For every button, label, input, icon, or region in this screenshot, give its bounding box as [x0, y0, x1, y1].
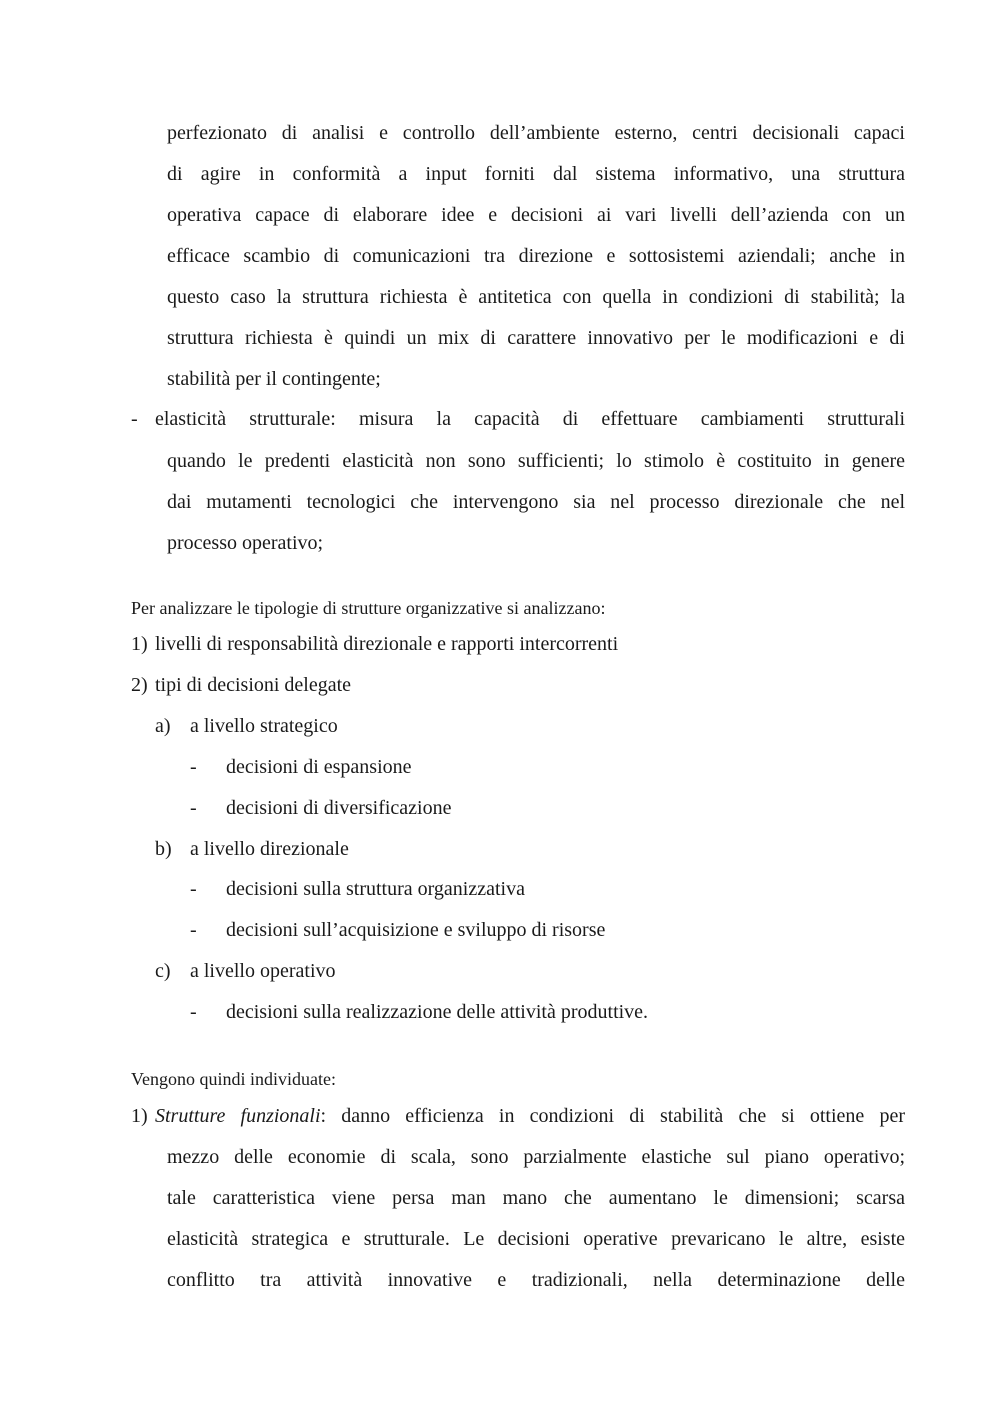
list-item-line: conflitto tra attività innovative e tradizionali, nella determinazione delle	[167, 1269, 905, 1291]
paragraph-line: di agire in conformità a input forniti dal sistema informativo, una struttura	[167, 163, 905, 185]
paragraph-line: stabilità per il contingente;	[167, 368, 381, 390]
sublist-letter: c)	[155, 960, 171, 982]
list-item-line: quando le predenti elasticità non sono sufficienti; lo stimolo è costituito in genere	[167, 450, 905, 472]
section-intro: Vengono quindi individuate:	[131, 1069, 336, 1089]
sublist-label: a livello operativo	[190, 960, 336, 982]
list-item-line	[155, 1104, 905, 1128]
list-item-line: dai mutamenti tecnologici che intervengono sia nel processo direzionale che nel	[167, 491, 905, 513]
sublist-item: decisioni di espansione	[226, 756, 412, 778]
list-number: 1)	[131, 1105, 148, 1127]
section-intro: Per analizzare le tipologie di strutture organizzative si analizzano:	[131, 598, 606, 618]
sublist-dash: -	[190, 756, 197, 778]
list-item-line: tale caratteristica viene persa man mano che aumentano le dimensioni; scarsa	[167, 1187, 905, 1209]
sublist-item: decisioni di diversificazione	[226, 797, 452, 819]
list-number: 1)	[131, 633, 148, 655]
sublist-letter: b)	[155, 838, 172, 860]
list-bullet: -	[131, 408, 138, 430]
list-item-line: elasticità strategica e strutturale. Le decisioni operative prevaricano le altre, esiste	[167, 1228, 905, 1250]
sublist-label: a livello strategico	[190, 715, 338, 737]
sublist-dash: -	[190, 797, 197, 819]
sublist-dash: -	[190, 1001, 197, 1023]
list-item-line: mezzo delle economie di scala, sono parzialmente elastiche sul piano operativo;	[167, 1146, 905, 1168]
paragraph-line: operativa capace di elaborare idee e decisioni ai vari livelli dell’azienda con un	[167, 204, 905, 226]
sublist-item: decisioni sull’acquisizione e sviluppo di risorse	[226, 919, 606, 941]
list-item-line: processo operativo;	[167, 532, 324, 554]
list-item-line: elasticità strutturale: misura la capacità di effettuare cambiamenti strutturali	[155, 408, 905, 430]
paragraph-line: questo caso la struttura richiesta è antitetica con quella in condizioni di stabilità; la	[167, 286, 905, 308]
paragraph-line: struttura richiesta è quindi un mix di carattere innovativo per le modificazioni e di	[167, 327, 905, 349]
sublist-dash: -	[190, 919, 197, 941]
sublist-item: decisioni sulla realizzazione delle attività produttive.	[226, 1001, 649, 1023]
sublist-letter: a)	[155, 715, 171, 737]
sublist-label: a livello direzionale	[190, 838, 349, 860]
paragraph-line: efficace scambio di comunicazioni tra direzione e sottosistemi aziendali; anche in	[167, 245, 905, 267]
term-description: : danno efficienza in condizioni di stabilità che si ottiene per	[320, 1105, 905, 1127]
list-number: 2)	[131, 674, 148, 696]
list-item-text: tipi di decisioni delegate	[155, 674, 352, 696]
list-item-text: livelli di responsabilità direzionale e rapporti intercorrenti	[155, 633, 619, 655]
sublist-item: decisioni sulla struttura organizzativa	[226, 878, 525, 900]
paragraph-line: perfezionato di analisi e controllo dell’ambiente esterno, centri decisionali capaci	[167, 122, 905, 144]
sublist-dash: -	[190, 878, 197, 900]
term-title: Strutture funzionali	[155, 1105, 321, 1127]
